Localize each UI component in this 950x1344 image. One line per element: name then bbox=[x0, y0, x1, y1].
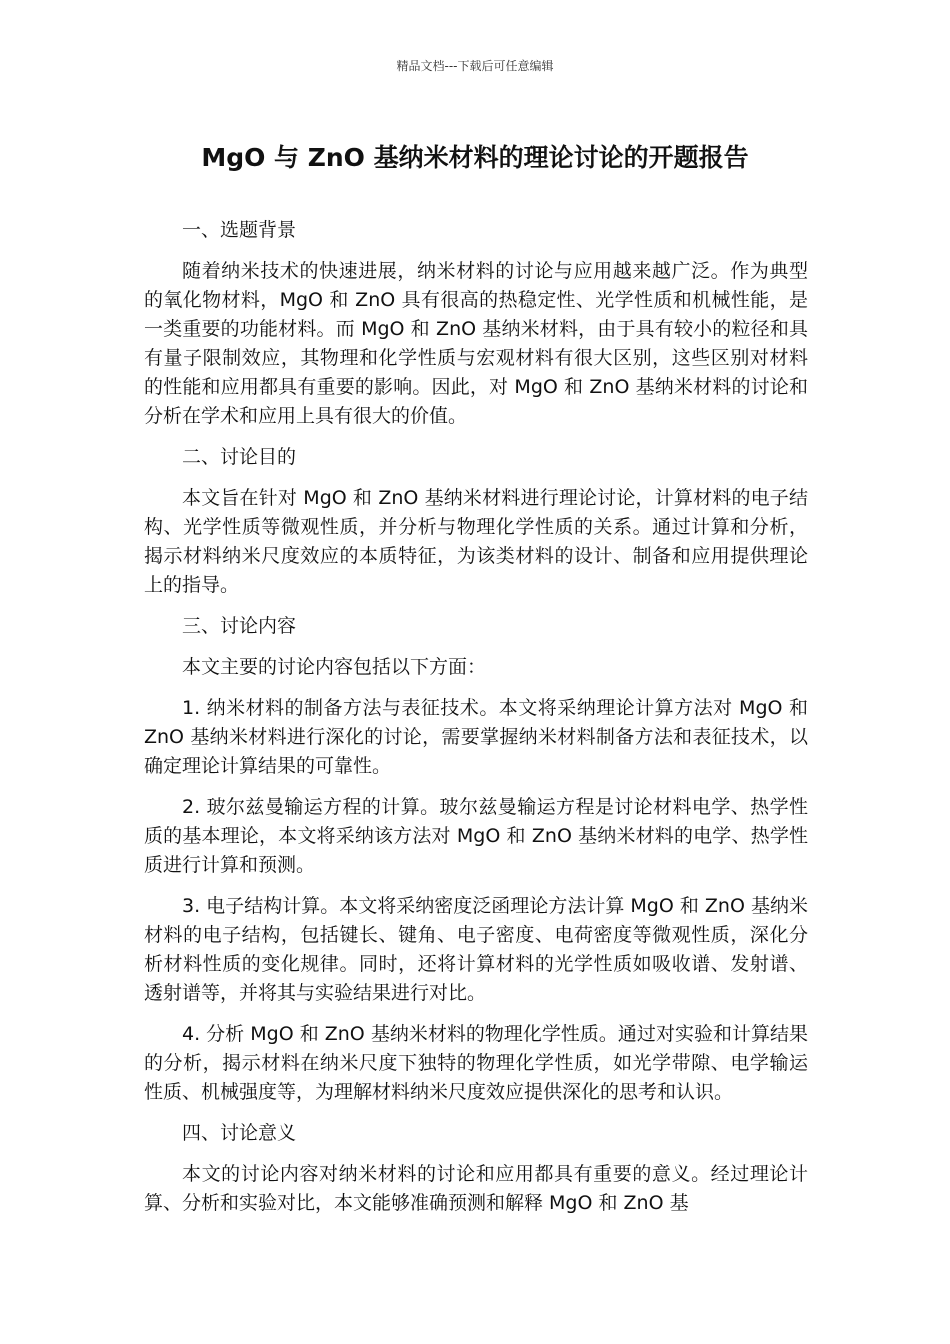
section-heading-significance: 四、讨论意义 bbox=[182, 1122, 297, 1144]
document-title: MgO 与 ZnO 基纳米材料的理论讨论的开题报告 bbox=[201, 143, 749, 172]
document-body bbox=[144, 216, 808, 1230]
list-item: 1. 纳米材料的制备方法与表征技术。本文将采纳理论计算方法对 MgO 和 ZnO 基纳米材料进行深化的讨论，需要掌握纳米材料制备方法和表征技术，以确定理论计算结果的可靠性。 bbox=[144, 697, 808, 777]
paragraph: 本文旨在针对 MgO 和 ZnO 基纳米材料进行理论讨论，计算材料的电子结构、光学性质等微观性质，并分析与物理化学性质的关系。通过计算和分析，揭示材料纳米尺度效应的本质特征，为该类材料的设计、制备和应用提供理论上的指导。 bbox=[144, 487, 808, 596]
section-heading-purpose: 二、讨论目的 bbox=[182, 446, 297, 468]
list-item: 2. 玻尔兹曼输运方程的计算。玻尔兹曼输运方程是讨论材料电学、热学性质的基本理论，本文将采纳该方法对 MgO 和 ZnO 基纳米材料的电学、热学性质进行计算和预测。 bbox=[144, 796, 808, 876]
paragraph: 本文主要的讨论内容包括以下方面： bbox=[182, 656, 487, 678]
paragraph: 随着纳米技术的快速进展，纳米材料的讨论与应用越来越广泛。作为典型的氧化物材料，MgO 和 ZnO 具有很高的热稳定性、光学性质和机械性能，是一类重要的功能材料。而 MgO 和 ZnO 基纳米材料，由于具有较小的粒径和具有量子限制效应，其物理和化学性质与宏观材料有很大区别，这些区别对材料的性能和应用都具有重要的影响。因此，对 MgO 和 ZnO 基纳米材料的讨论和分析在学术和应用上具有很大的价值。 bbox=[144, 260, 808, 427]
list-item: 4. 分析 MgO 和 ZnO 基纳米材料的物理化学性质。通过对实验和计算结果的分析，揭示材料在纳米尺度下独特的物理化学性质，如光学带隙、电学输运性质、机械强度等，为理解材料纳米尺度效应提供深化的思考和认识。 bbox=[144, 1023, 808, 1103]
section-heading-content: 三、讨论内容 bbox=[182, 615, 297, 637]
paragraph: 本文的讨论内容对纳米材料的讨论和应用都具有重要的意义。经过理论计算、分析和实验对比，本文能够准确预测和解释 MgO 和 ZnO 基 bbox=[144, 1163, 808, 1214]
list-item: 3. 电子结构计算。本文将采纳密度泛函理论方法计算 MgO 和 ZnO 基纳米材料的电子结构，包括键长、键角、电子密度、电荷密度等微观性质，深化分析材料性质的变化规律。同时，还将计算材料的光学性质如吸收谱、发射谱、透射谱等，并将其与实验结果进行对比。 bbox=[144, 895, 808, 1004]
section-heading-background: 一、选题背景 bbox=[182, 219, 297, 241]
header-note: 精品文档---下载后可任意编辑 bbox=[396, 59, 554, 73]
